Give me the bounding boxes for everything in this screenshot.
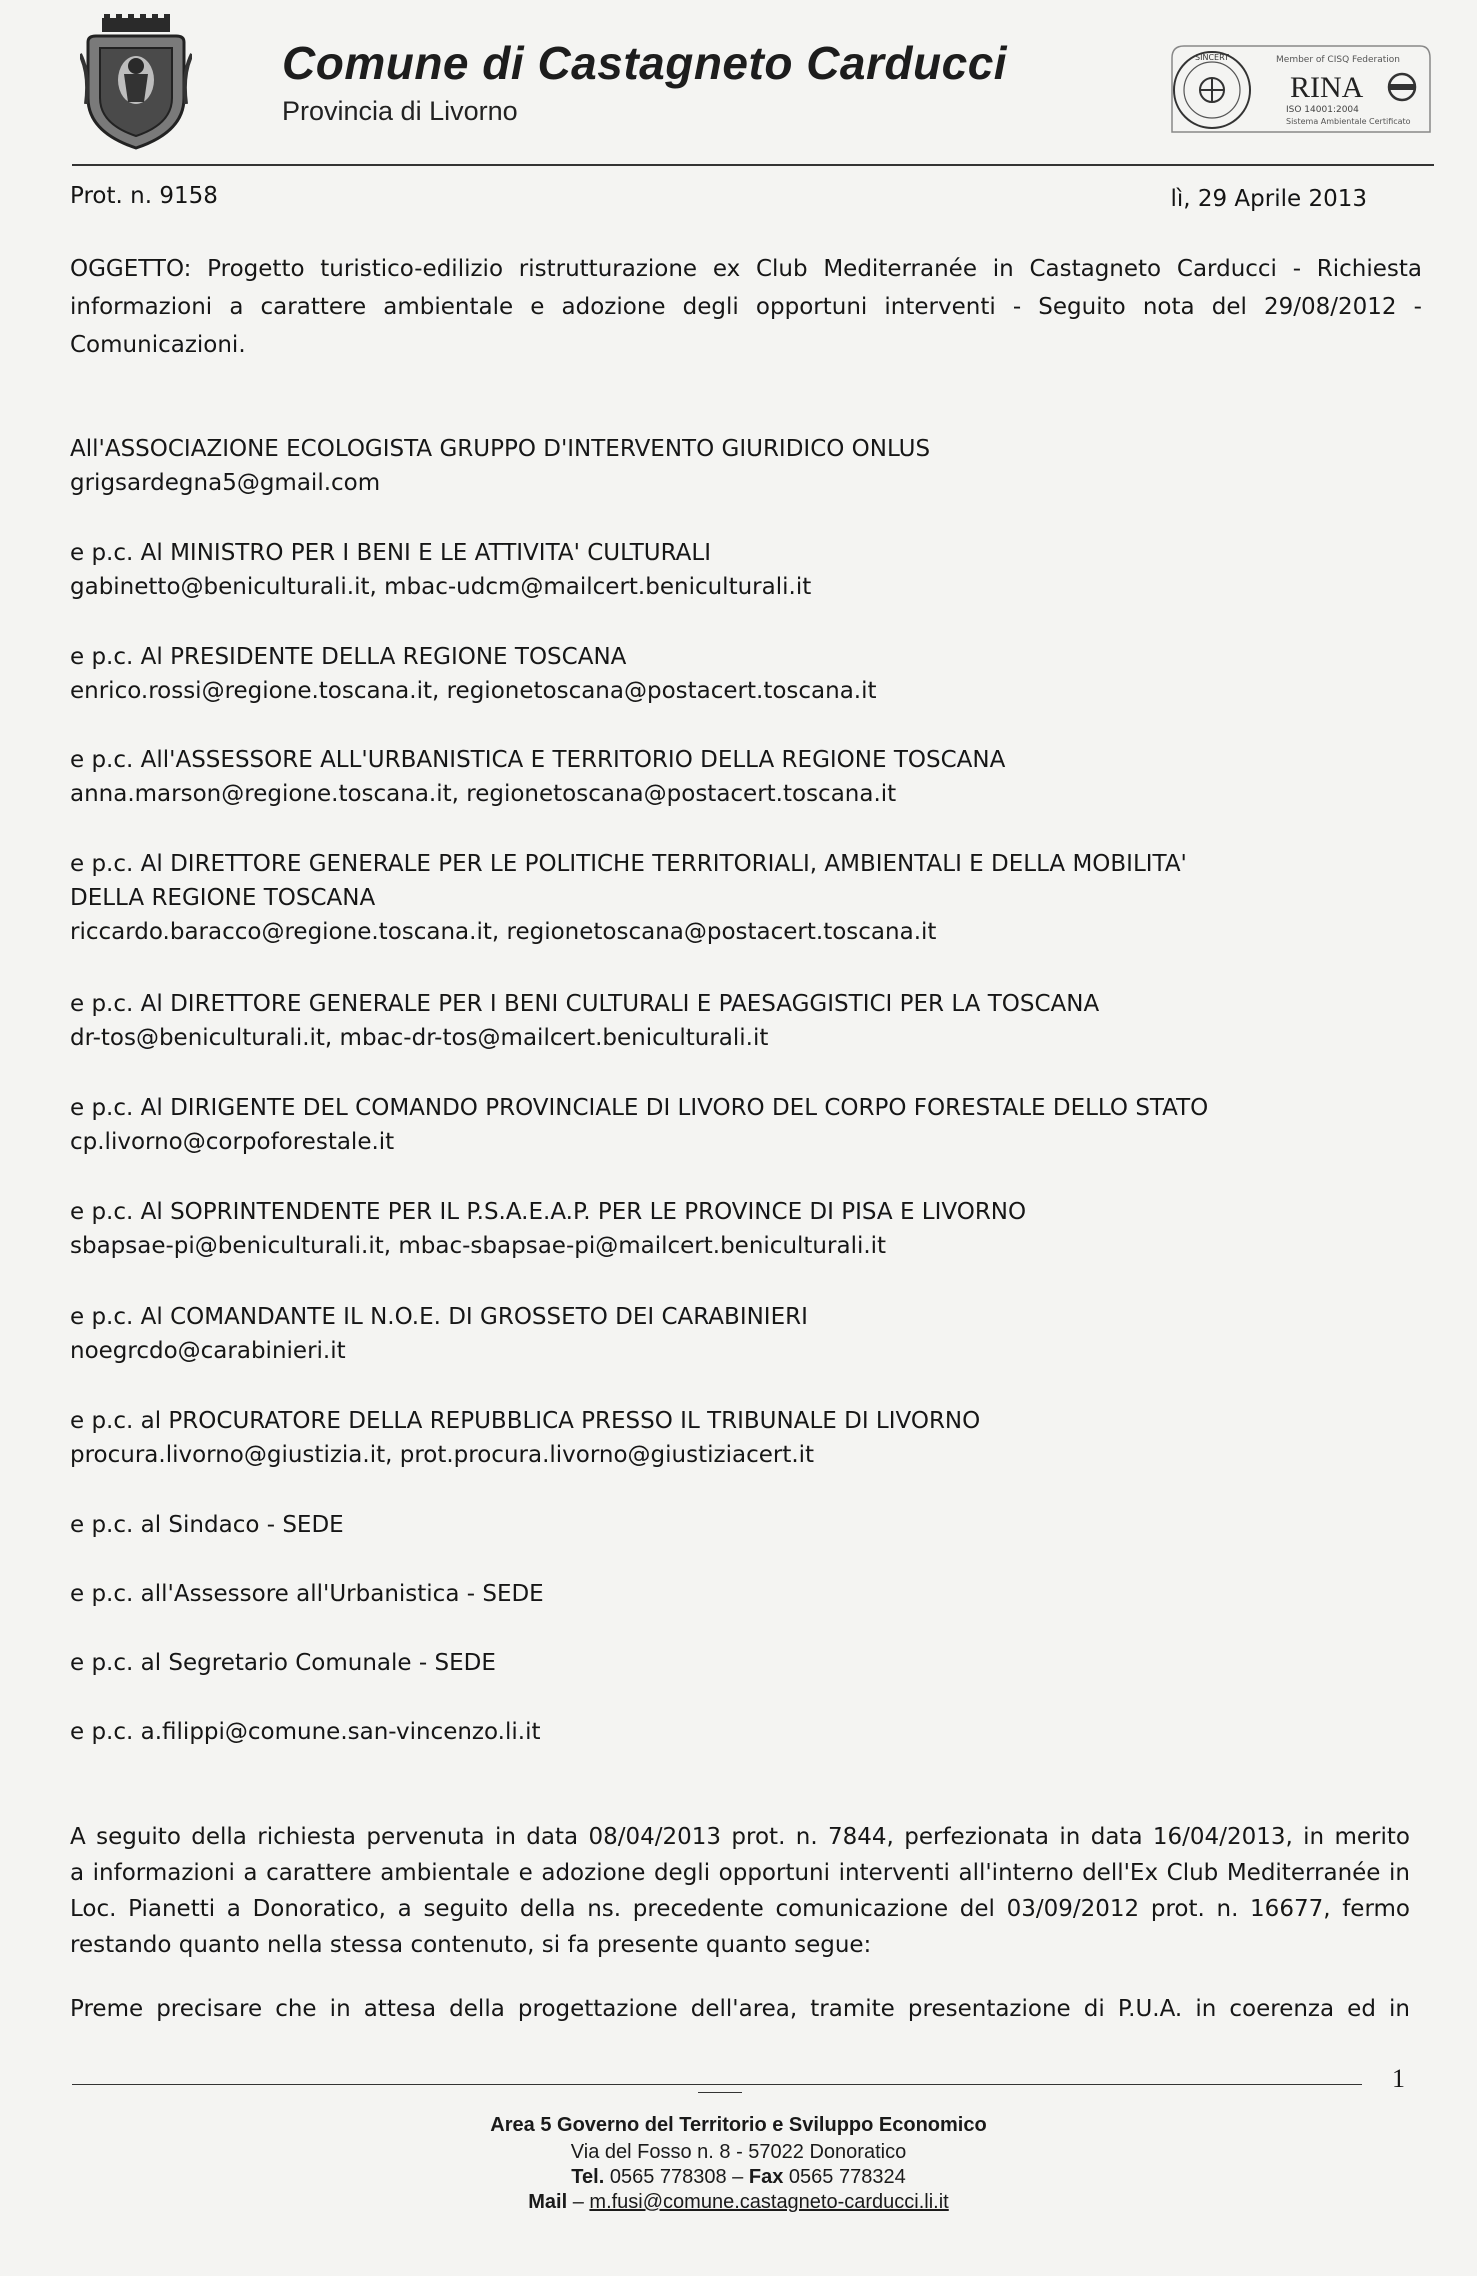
recipient-name: e p.c. al Sindaco - SEDE [70,1512,344,1538]
mail-label: Mail [528,2191,568,2213]
recipient-name: e p.c. Al DIRETTORE GENERALE PER LE POLITICHE TERRITORIALI, AMBIENTALI E DELLA MOBILITA' [70,851,1187,877]
recipient-block [70,536,811,604]
municipal-crest-icon [80,14,192,152]
recipient-name: e p.c. al PROCURATORE DELLA REPUBBLICA PRESSO IL TRIBUNALE DI LIVORNO [70,1408,981,1434]
recipient-email[interactable]: noegrcdo@carabinieri.it [70,1338,346,1364]
subject-block [70,250,1422,364]
recipient-block [70,1646,496,1680]
footer-divider [72,2084,1362,2085]
paragraph-line: a informazioni a carattere ambientale e adozione degli opportuni interventi all'interno dell'Ex Club Mediterranée in [70,1860,1410,1886]
recipient-name: e p.c. a.filippi@comune.san-vincenzo.li.it [70,1719,541,1745]
letter-date: lì, 29 Aprile 2013 [1170,186,1367,212]
paragraph-line: restando quanto nella stessa contenuto, si fa presente quanto segue: [70,1932,872,1958]
body-paragraph [70,1991,1410,2027]
paragraph-line: A seguito della richiesta pervenuta in data 08/04/2013 prot. n. 7844, perfezionata in data 16/04/2013, in merito [70,1824,1410,1850]
recipient-email[interactable]: dr-tos@beniculturali.it, mbac-dr-tos@mailcert.beniculturali.it [70,1025,769,1051]
province-subtitle: Provincia di Livorno [282,96,518,126]
recipient-block [70,987,1099,1055]
recipient-block [70,1091,1208,1159]
certified-system-caption: Sistema Ambientale Certificato [1286,117,1411,126]
recipient-block [70,640,877,708]
subject-line: Comunicazioni. [70,332,246,358]
footer-department: Area 5 Governo del Territorio e Sviluppo Economico [490,2114,987,2136]
recipient-email[interactable]: procura.livorno@giustizia.it, prot.procura.livorno@giustiziacert.it [70,1442,815,1468]
rina-name: RINA [1290,71,1364,104]
cisq-member-text: Member of CISQ Federation [1276,55,1400,65]
tel-number: 0565 778308 [609,2166,727,2188]
recipient-email[interactable]: riccardo.baracco@regione.toscana.it, regionetoscana@postacert.toscana.it [70,919,937,945]
recipient-block [70,1715,540,1749]
fax-number: 0565 778324 [788,2166,906,2188]
footer-mail-line: Mail – m.fusi@comune.castagneto-carducci.li.it [528,2191,949,2213]
footer-short-divider [698,2092,742,2093]
recipient-email[interactable]: anna.marson@regione.toscana.it, regionetoscana@postacert.toscana.it [70,781,897,807]
recipient-block [70,743,1005,811]
municipality-title: Comune di Castagneto Carducci [282,37,1008,89]
recipient-email[interactable]: gabinetto@beniculturali.it, mbac-udcm@mailcert.beniculturali.it [70,574,812,600]
recipient-block [70,432,930,500]
paragraph-line: Loc. Pianetti a Donoratico, a seguito della ns. precedente comunicazione del 03/09/2012 prot. n. 16677, fermo [70,1896,1410,1922]
recipient-name: e p.c. All'ASSESSORE ALL'URBANISTICA E TERRITORIO DELLA REGIONE TOSCANA [70,747,1006,773]
footer-phone-line: Tel. 0565 778308 – Fax 0565 778324 [571,2166,906,2188]
recipient-email[interactable]: enrico.rossi@regione.toscana.it, regionetoscana@postacert.toscana.it [70,678,877,704]
recipient-name: e p.c. Al PRESIDENTE DELLA REGIONE TOSCANA [70,644,627,670]
recipient-name: e p.c. Al COMANDANTE IL N.O.E. DI GROSSETO DEI CARABINIERI [70,1304,808,1330]
page-number: 1 [1392,2064,1405,2093]
recipient-email[interactable]: sbapsae-pi@beniculturali.it, mbac-sbapsae-pi@mailcert.beniculturali.it [70,1233,887,1259]
rina-certification-logo [1162,40,1432,140]
recipient-name: e p.c. al Segretario Comunale - SEDE [70,1650,496,1676]
recipient-block [70,1577,544,1611]
body-paragraph [70,1819,1410,1963]
subject-line: OGGETTO: Progetto turistico-edilizio ristrutturazione ex Club Mediterranée in Castagneto Carducci - Richiesta [70,256,1422,282]
recipient-name: All'ASSOCIAZIONE ECOLOGISTA GRUPPO D'INTERVENTO GIURIDICO ONLUS [70,436,931,462]
paragraph-line: Preme precisare che in attesa della progettazione dell'area, tramite presentazione di P.U.A. in coerenza ed in [70,1996,1410,2022]
recipient-block [70,1404,980,1472]
recipient-name: e p.c. Al DIRIGENTE DEL COMANDO PROVINCIALE DI LIVORO DEL CORPO FORESTALE DELLO STATO [70,1095,1209,1121]
recipient-block [70,1300,808,1368]
recipient-name: e p.c. Al DIRETTORE GENERALE PER I BENI CULTURALI E PAESAGGISTICI PER LA TOSCANA [70,991,1100,1017]
footer-address: Via del Fosso n. 8 - 57022 Donoratico [570,2141,907,2163]
recipient-name-continued: DELLA REGIONE TOSCANA [70,885,376,911]
recipient-email[interactable]: grigsardegna5@gmail.com [70,470,381,496]
recipient-name: e p.c. Al MINISTRO PER I BENI E LE ATTIVITA' CULTURALI [70,540,712,566]
recipient-name: e p.c. Al SOPRINTENDENTE PER IL P.S.A.E.A.P. PER LE PROVINCE DI PISA E LIVORNO [70,1199,1027,1225]
iso-standard-text: ISO 14001:2004 [1286,105,1359,115]
mail-link[interactable]: m.fusi@comune.castagneto-carducci.li.it [589,2191,949,2213]
recipient-block [70,847,1187,949]
recipient-name: e p.c. all'Assessore all'Urbanistica - SEDE [70,1581,544,1607]
recipient-block [70,1508,344,1542]
subject-line: informazioni a carattere ambientale e adozione degli opportuni interventi - Seguito nota del 29/08/2012 - [70,294,1422,320]
header-divider [72,164,1434,166]
tel-label: Tel. [571,2166,605,2188]
rina-seal-text: SINCERT [1195,53,1229,62]
recipient-email[interactable]: cp.livorno@corpoforestale.it [70,1129,395,1155]
protocol-number: Prot. n. 9158 [70,183,218,209]
fax-label: Fax [748,2166,784,2188]
recipient-block [70,1195,1026,1263]
